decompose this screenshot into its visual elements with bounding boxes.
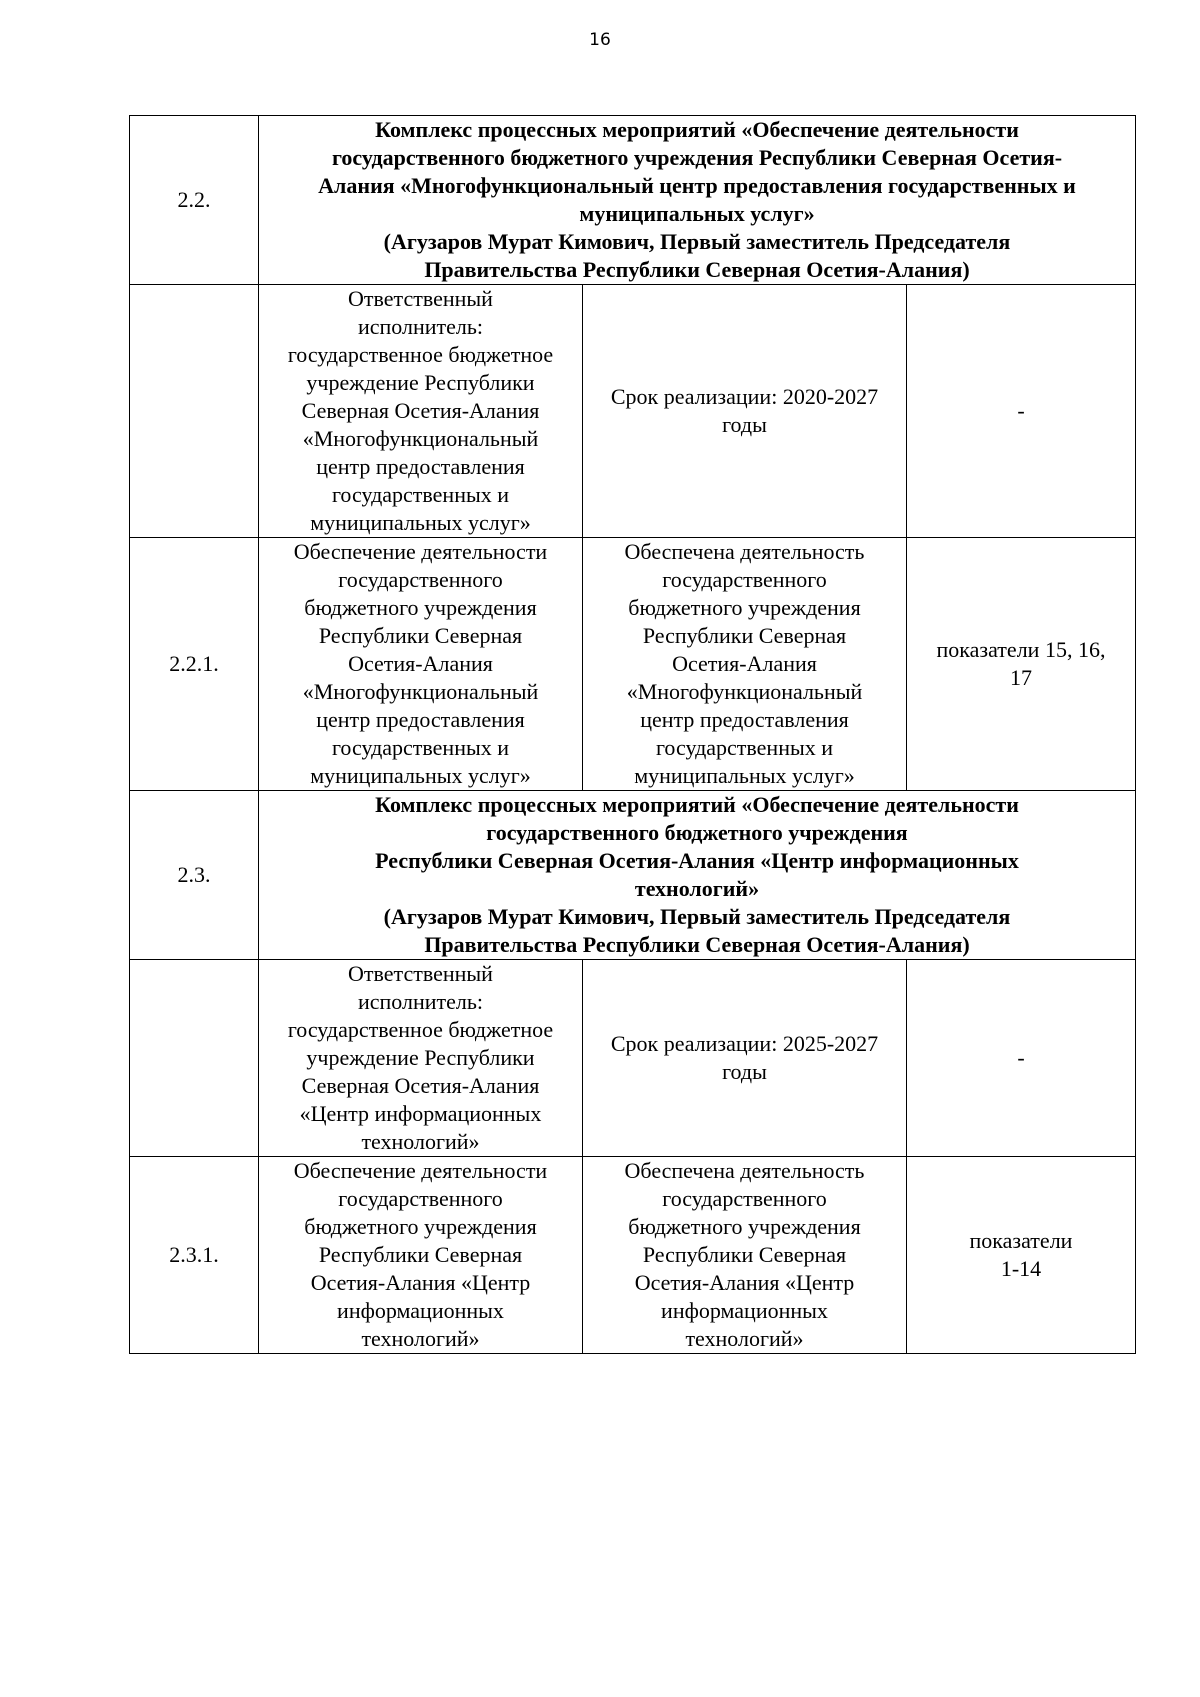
description-line: учреждение Республики <box>306 370 535 395</box>
indicator-line: показатели 15, 16, <box>936 637 1106 662</box>
section-title-line: технологий» <box>634 876 760 901</box>
description-cell <box>259 1157 583 1354</box>
page-number: 16 <box>589 30 611 50</box>
description-line: муниципальных услуг» <box>310 510 531 535</box>
description-cell <box>259 538 583 791</box>
description-line: информационных <box>337 1298 504 1323</box>
indicator-line: 17 <box>1010 665 1032 690</box>
result-line: Республики Северная <box>642 623 847 648</box>
section-title-line: Комплекс процессных мероприятий «Обеспечение деятельности <box>375 792 1019 817</box>
result-line: Обеспечена деятельность <box>624 539 865 564</box>
description-line: государственное бюджетное <box>287 1017 554 1042</box>
indicator-line: - <box>1017 398 1025 423</box>
description-line: «Многофункциональный <box>302 679 539 704</box>
section-title-line: Республики Северная Осетия-Алания «Центр информационных <box>375 848 1019 873</box>
task-row <box>130 1157 1136 1354</box>
description-line: государственное бюджетное <box>287 342 554 367</box>
section-header-row <box>130 791 1136 960</box>
result-cell <box>583 960 907 1157</box>
result-line: Осетия-Алания «Центр <box>634 1270 855 1295</box>
description-line: Ответственный <box>348 286 493 311</box>
row-number-cell: 2.3.1. <box>130 1157 259 1354</box>
indicator-cell <box>907 1157 1136 1354</box>
result-line: государственных и <box>655 735 834 760</box>
result-line: Республики Северная <box>642 1242 847 1267</box>
info-row <box>130 960 1136 1157</box>
indicator-line: показатели <box>969 1228 1073 1253</box>
description-line: государственных и <box>331 735 510 760</box>
description-line: Обеспечение деятельности <box>293 1158 548 1183</box>
result-line: бюджетного учреждения <box>628 595 861 620</box>
description-line: учреждение Республики <box>306 1045 535 1070</box>
section-title-line: Правительства Республики Северная Осетия-Алания) <box>424 257 970 282</box>
result-line: годы <box>722 412 767 437</box>
row-number-cell: 2.3. <box>130 791 259 960</box>
description-cell <box>259 285 583 538</box>
description-line: бюджетного учреждения <box>304 1214 537 1239</box>
description-line: государственного <box>338 567 503 592</box>
result-line: годы <box>722 1059 767 1084</box>
row-number-cell <box>130 285 259 538</box>
description-line: технологий» <box>361 1129 480 1154</box>
description-line: Обеспечение деятельности <box>293 539 548 564</box>
result-line: муниципальных услуг» <box>634 763 855 788</box>
task-row <box>130 538 1136 791</box>
description-line: «Многофункциональный <box>302 426 539 451</box>
section-title-line: Правительства Республики Северная Осетия-Алания) <box>424 932 970 957</box>
result-line: информационных <box>661 1298 828 1323</box>
section-header-row <box>130 116 1136 285</box>
description-line: исполнитель: <box>357 314 484 339</box>
result-line: бюджетного учреждения <box>628 1214 861 1239</box>
description-line: «Центр информационных <box>299 1101 542 1126</box>
section-title-line: государственного бюджетного учреждения <box>486 820 908 845</box>
table-body <box>130 116 1136 1354</box>
indicator-cell <box>907 960 1136 1157</box>
section-title-line: муниципальных услуг» <box>579 201 815 226</box>
description-line: Осетия-Алания «Центр <box>310 1270 531 1295</box>
description-line: Северная Осетия-Алания <box>301 1073 540 1098</box>
section-title-line: Алания «Многофункциональный центр предоставления государственных и <box>318 173 1076 198</box>
result-line: государственного <box>662 567 827 592</box>
result-line: технологий» <box>685 1326 804 1351</box>
result-cell <box>583 285 907 538</box>
description-line: технологий» <box>361 1326 480 1351</box>
measures-table <box>129 115 1136 1354</box>
section-title-line: (Агузаров Мурат Кимович, Первый заместитель Председателя <box>383 229 1011 254</box>
description-line: Республики Северная <box>318 1242 523 1267</box>
section-title-cell <box>259 791 1136 960</box>
description-line: исполнитель: <box>357 989 484 1014</box>
indicator-cell <box>907 538 1136 791</box>
result-line: центр предоставления <box>640 707 849 732</box>
row-number-cell <box>130 960 259 1157</box>
indicator-cell <box>907 285 1136 538</box>
section-title-line: (Агузаров Мурат Кимович, Первый заместитель Председателя <box>383 904 1011 929</box>
row-number-cell: 2.2.1. <box>130 538 259 791</box>
result-cell <box>583 1157 907 1354</box>
result-line: государственного <box>662 1186 827 1211</box>
description-line: Осетия-Алания <box>348 651 493 676</box>
info-row <box>130 285 1136 538</box>
row-number-cell: 2.2. <box>130 116 259 285</box>
result-line: Осетия-Алания <box>672 651 817 676</box>
description-line: государственного <box>338 1186 503 1211</box>
description-line: бюджетного учреждения <box>304 595 537 620</box>
result-line: Срок реализации: 2020-2027 <box>610 384 879 409</box>
description-line: государственных и <box>331 482 510 507</box>
result-line: «Многофункциональный <box>626 679 863 704</box>
result-line: Срок реализации: 2025-2027 <box>610 1031 879 1056</box>
description-line: центр предоставления <box>316 454 525 479</box>
description-line: центр предоставления <box>316 707 525 732</box>
indicator-line: - <box>1017 1045 1025 1070</box>
section-title-cell <box>259 116 1136 285</box>
description-line: Ответственный <box>348 961 493 986</box>
description-line: Северная Осетия-Алания <box>301 398 540 423</box>
description-line: Республики Северная <box>318 623 523 648</box>
indicator-line: 1-14 <box>1000 1256 1042 1281</box>
description-cell <box>259 960 583 1157</box>
result-line: Обеспечена деятельность <box>624 1158 865 1183</box>
result-cell <box>583 538 907 791</box>
section-title-line: государственного бюджетного учреждения Республики Северная Осетия- <box>331 145 1063 170</box>
section-title-line: Комплекс процессных мероприятий «Обеспечение деятельности <box>375 117 1019 142</box>
description-line: муниципальных услуг» <box>310 763 531 788</box>
